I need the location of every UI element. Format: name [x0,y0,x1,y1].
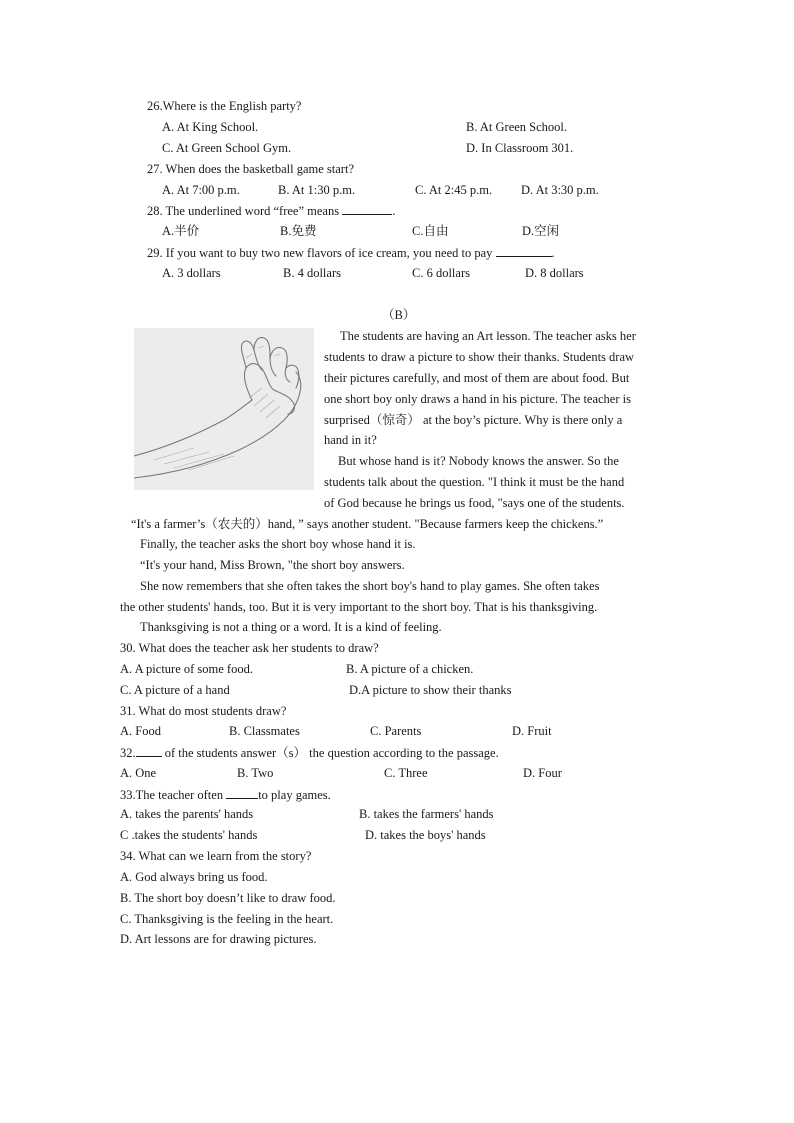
q31-option-a[interactable]: A. Food [120,724,161,738]
q29-question-text: 29. If you want to buy two new flavors of ice cream, you need to pay [147,246,493,260]
passage-line-9: of God because he brings us food, "says one of the students. [324,496,625,510]
passage-line-15: Thanksgiving is not a thing or a word. It is a kind of feeling. [140,620,442,634]
q30-option-a[interactable]: A. A picture of some food. [120,662,253,676]
q27-question: 27. When does the basketball game start? [147,162,354,176]
q32-option-d[interactable]: D. Four [523,766,562,780]
q34-option-c[interactable]: C. Thanksgiving is the feeling in the heart. [120,912,334,926]
q29-option-a[interactable]: A. 3 dollars [162,266,221,280]
q33-question-end: to play games. [258,788,331,802]
q26-option-a[interactable]: A. At King School. [162,120,259,134]
q27-option-a[interactable]: A. At 7:00 p.m. [162,183,240,197]
sketch-paper [134,328,314,490]
q32-option-c[interactable]: C. Three [384,766,428,780]
q28-question-text: 28. The underlined word “free” means [147,204,340,218]
q26-option-c[interactable]: C. At Green School Gym. [162,141,292,155]
q34-option-a[interactable]: A. God always bring us food. [120,870,268,884]
q32-option-a[interactable]: A. One [120,766,157,780]
q30-option-d[interactable]: D.A picture to show their thanks [349,683,512,697]
q28-option-b[interactable]: B.免费 [280,224,317,238]
q26-question: 26.Where is the English party? [147,99,302,113]
q28-option-a[interactable]: A.半价 [162,224,200,238]
q34-option-b[interactable]: B. The short boy doesn’t like to draw food. [120,891,336,905]
q28-option-c[interactable]: C.自由 [412,224,449,238]
q31-option-b[interactable]: B. Classmates [229,724,300,738]
q26-option-d[interactable]: D. In Classroom 301. [466,141,574,155]
q32-question-number: 32. [120,746,136,760]
passage-line-13: She now remembers that she often takes the short boy's hand to play games. She often takes [140,579,600,593]
passage-line-11: Finally, the teacher asks the short boy whose hand it is. [140,537,416,551]
hand-sketch-svg [134,328,314,490]
q27-option-c[interactable]: C. At 2:45 p.m. [415,183,493,197]
passage-line-6: hand in it? [324,433,377,447]
q32-question-text: of the students answer（s） the question according to the passage. [164,746,499,760]
passage-line-7: But whose hand is it? Nobody knows the answer. So the [338,454,619,468]
q30-question: 30. What does the teacher ask her students to draw? [120,641,379,655]
q33-answer-blank[interactable] [226,786,258,799]
passage-line-4: one short boy only draws a hand in his picture. The teacher is [324,392,631,406]
q32-answer-blank[interactable] [136,744,162,757]
q32-question [120,744,499,761]
q29-question-end: . [551,246,555,260]
q31-option-c[interactable]: C. Parents [370,724,422,738]
passage-line-3: their pictures carefully, and most of them are about food. But [324,371,630,385]
q28-answer-blank[interactable] [342,202,392,215]
q28-question-end: . [392,204,396,218]
hand-drawing-image [134,328,314,490]
q29-option-c[interactable]: C. 6 dollars [412,266,470,280]
q29-option-b[interactable]: B. 4 dollars [283,266,341,280]
q33-option-b[interactable]: B. takes the farmers' hands [359,807,494,821]
q31-question: 31. What do most students draw? [120,704,287,718]
q33-option-a[interactable]: A. takes the parents' hands [120,807,254,821]
q27-option-d[interactable]: D. At 3:30 p.m. [521,183,599,197]
q27-option-b[interactable]: B. At 1:30 p.m. [278,183,356,197]
q26-option-b[interactable]: B. At Green School. [466,120,568,134]
q29-answer-blank[interactable] [496,244,552,257]
passage-line-5: surprised（惊奇） at the boy’s picture. Why is there only a [324,413,623,427]
passage-line-10: “It's a farmer’s（农夫的）hand, ” says another student. "Because farmers keep the chickens.” [131,517,604,531]
q34-option-d[interactable]: D. Art lessons are for drawing pictures. [120,932,317,946]
q34-question: 34. What can we learn from the story? [120,849,312,863]
q30-option-b[interactable]: B. A picture of a chicken. [346,662,474,676]
passage-line-2: students to draw a picture to show their thanks. Students draw [324,350,635,364]
section-b-heading: （B） [382,308,416,322]
passage-line-1: The students are having an Art lesson. The teacher asks her [340,329,636,343]
q29-option-d[interactable]: D. 8 dollars [525,266,584,280]
q32-option-b[interactable]: B. Two [237,766,274,780]
q33-question-text: 33.The teacher often [120,788,224,802]
q31-option-d[interactable]: D. Fruit [512,724,552,738]
passage-line-14: the other students' hands, too. But it is very important to the short boy. That is his thanksgiving. [120,600,598,614]
passage-line-8: students talk about the question. "I think it must be the hand [324,475,625,489]
q33-option-c[interactable]: C .takes the students' hands [120,828,258,842]
q33-option-d[interactable]: D. takes the boys' hands [365,828,486,842]
q30-option-c[interactable]: C. A picture of a hand [120,683,230,697]
q28-question [147,202,395,219]
q33-question [120,786,331,803]
q28-option-d[interactable]: D.空闲 [522,224,560,238]
passage-line-12: “It's your hand, Miss Brown, "the short boy answers. [140,558,405,572]
q29-question [147,244,555,261]
